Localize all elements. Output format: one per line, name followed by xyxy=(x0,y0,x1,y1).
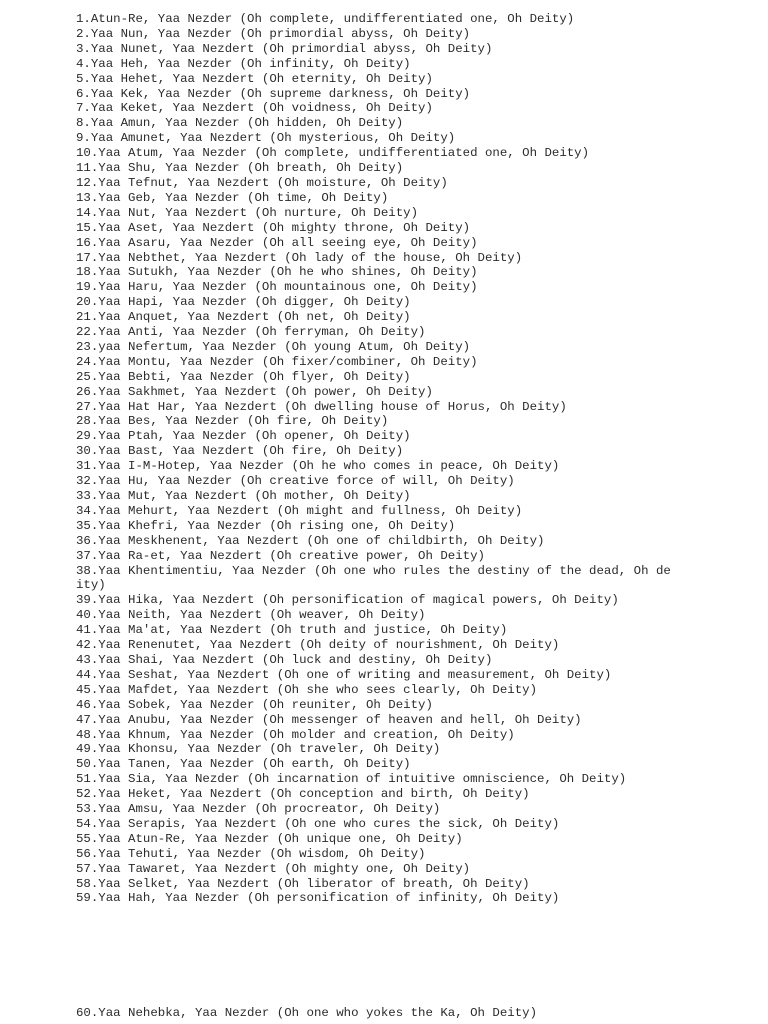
list-item: 10.Yaa Atum, Yaa Nezder (Oh complete, undifferentiated one, Oh Deity) xyxy=(76,146,590,161)
list-item: 28.Yaa Bes, Yaa Nezder (Oh fire, Oh Deity) xyxy=(76,414,389,429)
list-item: 13.Yaa Geb, Yaa Nezder (Oh time, Oh Deity) xyxy=(76,190,389,205)
list-item: 24.Yaa Montu, Yaa Nezder (Oh fixer/combiner, Oh Deity) xyxy=(76,354,478,369)
list-item: 43.Yaa Shai, Yaa Nezdert (Oh luck and destiny, Oh Deity) xyxy=(76,652,493,667)
list-item: 38.Yaa Khentimentiu, Yaa Nezder (Oh one who rules the destiny of the dead, Oh de xyxy=(76,563,671,578)
list-item: 26.Yaa Sakhmet, Yaa Nezdert (Oh power, Oh Deity) xyxy=(76,384,433,399)
list-item: 44.Yaa Seshat, Yaa Nezdert (Oh one of writing and measurement, Oh Deity) xyxy=(76,667,612,682)
list-item: 30.Yaa Bast, Yaa Nezdert (Oh fire, Oh Deity) xyxy=(76,444,404,459)
list-item: 46.Yaa Sobek, Yaa Nezder (Oh reuniter, Oh Deity) xyxy=(76,697,433,712)
list-item: 55.Yaa Atun-Re, Yaa Nezder (Oh unique one, Oh Deity) xyxy=(76,831,463,846)
list-item: 32.Yaa Hu, Yaa Nezder (Oh creative force of will, Oh Deity) xyxy=(76,474,515,489)
list-item: 2.Yaa Nun, Yaa Nezder (Oh primordial abyss, Oh Deity) xyxy=(76,26,471,41)
list-item: 19.Yaa Haru, Yaa Nezder (Oh mountainous one, Oh Deity) xyxy=(76,280,478,295)
list-item: 34.Yaa Mehurt, Yaa Nezdert (Oh might and fullness, Oh Deity) xyxy=(76,503,523,518)
list-item: 22.Yaa Anti, Yaa Nezder (Oh ferryman, Oh Deity) xyxy=(76,325,426,340)
list-item: 41.Yaa Ma'at, Yaa Nezdert (Oh truth and justice, Oh Deity) xyxy=(76,623,508,638)
list-item: 29.Yaa Ptah, Yaa Nezder (Oh opener, Oh Deity) xyxy=(76,429,411,444)
list-item: 12.Yaa Tefnut, Yaa Nezdert (Oh moisture, Oh Deity) xyxy=(76,175,448,190)
list-item: 3.Yaa Nunet, Yaa Nezdert (Oh primordial abyss, Oh Deity) xyxy=(76,41,493,56)
list-item: 27.Yaa Hat Har, Yaa Nezdert (Oh dwelling house of Horus, Oh Deity) xyxy=(76,399,567,414)
list-item: 18.Yaa Sutukh, Yaa Nezder (Oh he who shines, Oh Deity) xyxy=(76,265,478,280)
list-item: 59.Yaa Hah, Yaa Nezder (Oh personification of infinity, Oh Deity) xyxy=(76,891,560,906)
list-item: 7.Yaa Keket, Yaa Nezdert (Oh voidness, Oh Deity) xyxy=(76,101,433,116)
list-item: 42.Yaa Renenutet, Yaa Nezdert (Oh deity of nourishment, Oh Deity) xyxy=(76,638,560,653)
list-item: 4.Yaa Heh, Yaa Nezder (Oh infinity, Oh Deity) xyxy=(76,56,411,71)
list-item: 47.Yaa Anubu, Yaa Nezder (Oh messenger of heaven and hell, Oh Deity) xyxy=(76,712,582,727)
list-item: ity) xyxy=(76,578,106,593)
deity-list xyxy=(76,12,756,906)
list-item: 15.Yaa Aset, Yaa Nezdert (Oh mighty throne, Oh Deity) xyxy=(76,220,471,235)
list-item: 51.Yaa Sia, Yaa Nezder (Oh incarnation of intuitive omniscience, Oh Deity) xyxy=(76,772,627,787)
list-item: 36.Yaa Meskhenent, Yaa Nezdert (Oh one of childbirth, Oh Deity) xyxy=(76,533,545,548)
list-item: 11.Yaa Shu, Yaa Nezder (Oh breath, Oh Deity) xyxy=(76,161,404,176)
list-item: 53.Yaa Amsu, Yaa Nezder (Oh procreator, Oh Deity) xyxy=(76,802,441,817)
list-item: 52.Yaa Heket, Yaa Nezdert (Oh conception and birth, Oh Deity) xyxy=(76,787,530,802)
list-item: 35.Yaa Khefri, Yaa Nezder (Oh rising one, Oh Deity) xyxy=(76,518,456,533)
list-item: 20.Yaa Hapi, Yaa Nezder (Oh digger, Oh Deity) xyxy=(76,295,411,310)
list-item: 33.Yaa Mut, Yaa Nezdert (Oh mother, Oh Deity) xyxy=(76,489,411,503)
list-item: 14.Yaa Nut, Yaa Nezdert (Oh nurture, Oh Deity) xyxy=(76,205,419,220)
list-item: 50.Yaa Tanen, Yaa Nezder (Oh earth, Oh Deity) xyxy=(76,757,411,772)
list-item: 56.Yaa Tehuti, Yaa Nezder (Oh wisdom, Oh Deity) xyxy=(76,846,426,861)
list-item: 8.Yaa Amun, Yaa Nezder (Oh hidden, Oh Deity) xyxy=(76,116,404,131)
list-item: 1.Atun-Re, Yaa Nezder (Oh complete, undifferentiated one, Oh Deity) xyxy=(76,12,575,26)
list-item: 5.Yaa Hehet, Yaa Nezdert (Oh eternity, Oh Deity) xyxy=(76,71,433,86)
list-item: 6.Yaa Kek, Yaa Nezder (Oh supreme darkness, Oh Deity) xyxy=(76,86,471,101)
list-item: 25.Yaa Bebti, Yaa Nezder (Oh flyer, Oh Deity) xyxy=(76,369,411,384)
list-item: 48.Yaa Khnum, Yaa Nezder (Oh molder and creation, Oh Deity) xyxy=(76,727,515,742)
list-item: 57.Yaa Tawaret, Yaa Nezdert (Oh mighty one, Oh Deity) xyxy=(76,861,471,876)
list-item: 45.Yaa Mafdet, Yaa Nezdert (Oh she who sees clearly, Oh Deity) xyxy=(76,682,538,697)
list-item: 9.Yaa Amunet, Yaa Nezdert (Oh mysterious, Oh Deity) xyxy=(76,131,456,146)
list-item: 37.Yaa Ra-et, Yaa Nezdert (Oh creative power, Oh Deity) xyxy=(76,548,485,563)
list-item: 49.Yaa Khonsu, Yaa Nezder (Oh traveler, Oh Deity) xyxy=(76,742,441,757)
list-item: 31.Yaa I-M-Hotep, Yaa Nezder (Oh he who comes in peace, Oh Deity) xyxy=(76,459,560,474)
list-item-60: 60.Yaa Nehebka, Yaa Nezder (Oh one who yokes the Ka, Oh Deity) xyxy=(76,1006,538,1020)
list-item: 58.Yaa Selket, Yaa Nezdert (Oh liberator of breath, Oh Deity) xyxy=(76,876,530,891)
list-item: 40.Yaa Neith, Yaa Nezdert (Oh weaver, Oh Deity) xyxy=(76,608,426,623)
list-item: 23.yaa Nefertum, Yaa Nezder (Oh young Atum, Oh Deity) xyxy=(76,339,471,354)
list-item: 16.Yaa Asaru, Yaa Nezder (Oh all seeing eye, Oh Deity) xyxy=(76,235,478,250)
list-item: 39.Yaa Hika, Yaa Nezdert (Oh personification of magical powers, Oh Deity) xyxy=(76,593,619,608)
list-item: 17.Yaa Nebthet, Yaa Nezdert (Oh lady of the house, Oh Deity) xyxy=(76,250,523,265)
list-item: 54.Yaa Serapis, Yaa Nezdert (Oh one who cures the sick, Oh Deity) xyxy=(76,816,560,831)
list-item: 21.Yaa Anquet, Yaa Nezdert (Oh net, Oh Deity) xyxy=(76,310,411,325)
